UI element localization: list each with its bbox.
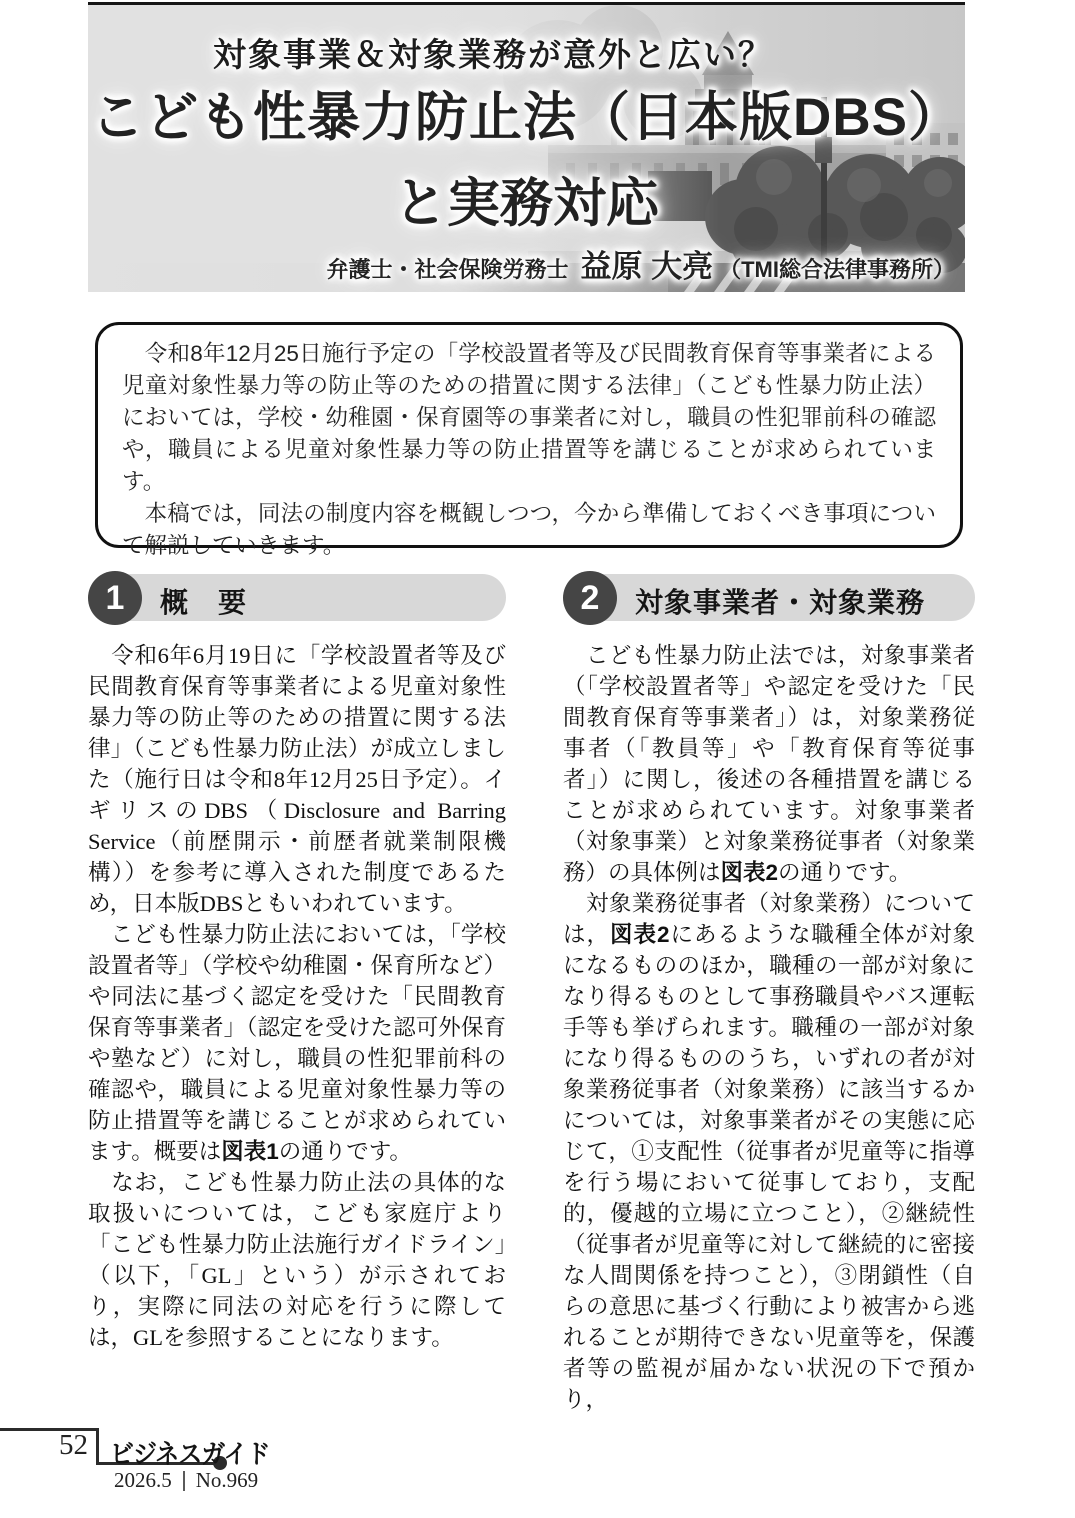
paragraph-text: の通りです。 (778, 860, 912, 885)
magazine-logo: ビジネスガイド (110, 1440, 270, 1470)
figure-2-reference: 図表2 (610, 922, 670, 947)
author-affiliation: （TMI総合法律事務所） (719, 257, 955, 282)
issue-date: 2026.5 (114, 1468, 172, 1492)
figure-1-reference: 図表1 (221, 1139, 279, 1164)
section-2-header (563, 571, 975, 625)
figure-2-reference: 図表2 (720, 860, 779, 885)
lead-paragraph-2: 本稿では，同法の制度内容を概観しつつ，今から準備しておくべき事項について解説していきます。 (122, 501, 936, 558)
section-1-title: 概 要 (160, 587, 248, 618)
section-1-body (88, 640, 506, 1353)
section-2-number-badge: 2 (563, 571, 617, 625)
right-column (563, 571, 975, 1415)
article-subtitle: 対象事業＆対象業務が意外と広い？ (213, 36, 773, 73)
paragraph-text: の通りです。 (278, 1139, 412, 1164)
page-number: 52 (59, 1429, 88, 1461)
paragraph: なお，こども性暴力防止法の具体的な取扱いについては，こども家庭庁より「こども性暴力防止法施行ガイドライン」（以下，「GL」という）が示されており，実際に同法の対応を行うに際しては，GLを参照することになります。 (88, 1170, 506, 1350)
paragraph-text: 対象業務従事者（対象業務）については， (563, 891, 975, 947)
lead-summary-box (95, 322, 963, 558)
issue-number: No.969 (195, 1468, 259, 1492)
article-title (88, 75, 965, 237)
paragraph (563, 888, 975, 1415)
paragraph (563, 640, 975, 888)
footer-rule-vertical (96, 1428, 99, 1465)
paragraph-text: にあるような職種全体が対象になるもののほか，職種の一部が対象になり得るものとして事務職員やバス運転手等も挙げられます。職種の一部が対象になり得るもののうち，いずれの者が対象業務従事者（対象業務）に該当するかについては，対象事業者がその実態に応じて，①支配性（従事者が児童等に指導を行う場において従事しており，支配的，優越的立場に立つこと），②継続性（従事者が児童等に対して継続的に密接な人間関係を持つこと），③閉鎖性（自らの意思に基づく行動により被害から逃れることが期待できない児童等を，保護者等の監視が届かない状況の下で預かり， (563, 922, 975, 1412)
lead-paragraph-1: 令和8年12月25日施行予定の「学校設置者等及び民間教育保育等事業者による児童対象性暴力等の防止等のための措置に関する法律」（こども性暴力防止法）においては，学校・幼稚園・保育園等の事業者に対し，職員の性犯罪前科の確認や，職員による児童対象性暴力等の防止措置等を講じることが求められています。 (122, 341, 936, 494)
section-2-title: 対象事業者・対象業務 (635, 587, 926, 618)
left-column (88, 571, 506, 1353)
paragraph-text: こども性暴力防止法では，対象事業者（「学校設置者等」や認定を受けた「民間教育保育等事業者」）は，対象業務従事者（「教員等」や「教育保育等従事者」）に関し，後述の各種措置を講じることが求められています。対象事業者（対象事業）と対象業務従事者（対象業務）の具体例は (563, 643, 975, 885)
article-title-line2: と実務対応 (394, 174, 659, 233)
section-1-number-badge: 1 (88, 571, 142, 625)
section-1-header (88, 571, 506, 625)
author-name: 益原 大亮 (580, 249, 714, 284)
article-header (88, 2, 965, 292)
paragraph-text: こども性暴力防止法においては，「学校設置者等」（学校や幼稚園・保育所など）や同法に基づく認定を受けた「民間教育保育等事業者」（認定を受けた認可外保育や塾など）に対し，職員の性犯罪前科の確認や，職員による児童対象性暴力等の防止措置等を講じることが求められています。概要は (88, 922, 506, 1164)
author-role: 弁護士・社会保険労務士 (326, 257, 569, 282)
issue-separator (183, 1471, 185, 1491)
article-title-line1: こども性暴力防止法（日本版DBS） (91, 88, 962, 147)
author-line (326, 241, 955, 286)
paragraph: 令和6年6月19日に「学校設置者等及び民間教育保育等事業者による児童対象性暴力等の防止等のための措置に関する法律」（こども性暴力防止法）が成立しました（施行日は令和8年12月25日予定）。イギリスのDBS（Disclosure and Barring Service（前歴開示・前歴者就業制限機構））を参考に導入された制度であるため，日本版DBSともいわれています。 (88, 643, 506, 916)
issue-info (114, 1468, 258, 1493)
paragraph (88, 919, 506, 1167)
section-2-body (563, 640, 975, 1415)
